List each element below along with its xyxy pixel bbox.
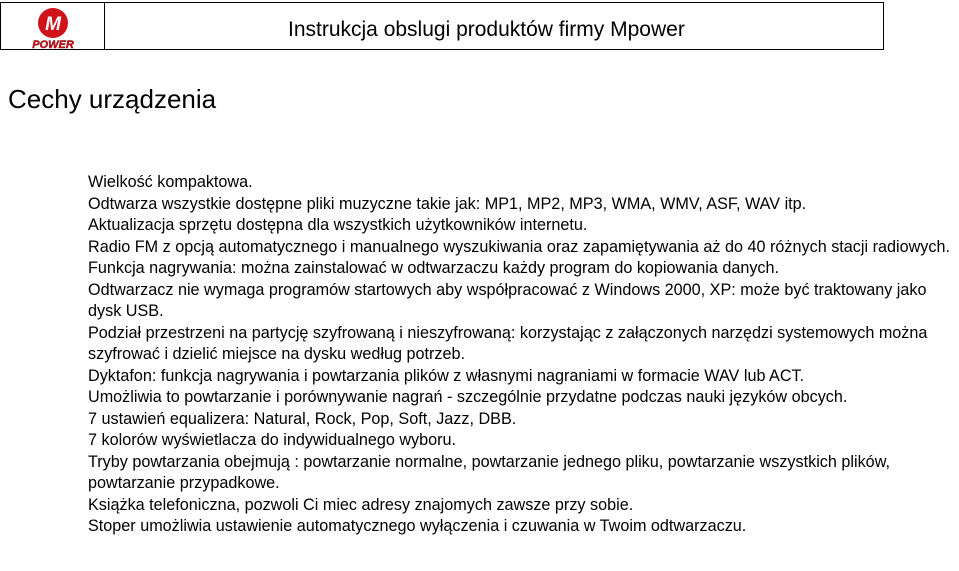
feature-item: Odtwarzacz nie wymaga programów startowych aby współpracować z Windows 2000, XP: może być traktowany jako dysk USB. (88, 280, 927, 320)
feature-item: Wielkość kompaktowa. (88, 173, 253, 191)
feature-item: Umożliwia to powtarzanie i porównywanie nagrań - szczególnie przydatne podczas nauki języków obcych. (88, 388, 848, 406)
mpower-logo (23, 5, 83, 51)
feature-item: Funkcja nagrywania: można zainstalować w odtwarzaczu każdy program do kopiowania danych. (88, 259, 780, 277)
feature-item: Książka telefoniczna, pozwoli Ci miec adresy znajomych zawsze przy sobie. (88, 495, 634, 514)
document-title: Instrukcja obslugi produktów firmy Mpower (288, 18, 685, 41)
feature-item: Stoper umożliwia ustawienie automatycznego wyłączenia i czuwania w Twoim odtwarzaczu. (88, 517, 747, 535)
section-heading: Cechy urządzenia (8, 84, 217, 114)
feature-item: Radio FM z opcją automatycznego i manualnego wyszukiwania oraz zapamiętywania aż do 40 różnych stacji radiowych. (88, 237, 950, 256)
feature-item: 7 kolorów wyświetlacza do indywidualnego wyboru. (88, 431, 457, 449)
feature-list (88, 172, 959, 538)
feature-item: 7 ustawień equalizera: Natural, Rock, Pop, Soft, Jazz, DBB. (88, 409, 517, 428)
feature-item: Dyktafon: funkcja nagrywania i powtarzania plików z własnymi nagraniami w formacie WAV lub ACT. (88, 366, 805, 385)
logo-letter: M (45, 14, 61, 35)
feature-item: Aktualizacja sprzętu dostępna dla wszystkich użytkowników internetu. (88, 216, 588, 234)
feature-item: Podział przestrzeni na partycję szyfrowaną i nieszyfrowaną: korzystając z załączonych narzędzi systemowych można szyfrować i dzielić miejsce na dysku według potrzeb. (88, 323, 928, 363)
feature-item: Tryby powtarzania obejmują : powtarzanie normalne, powtarzanie jednego pliku, powtarzanie wszystkich plików, powtarzanie przypadkowe. (88, 452, 890, 492)
logo-wordmark: POWER (32, 39, 74, 51)
document-header (0, 2, 884, 50)
feature-item: Odtwarza wszystkie dostępne pliki muzyczne takie jak: MP1, MP2, MP3, WMA, WMV, ASF, WAV itp. (88, 194, 807, 213)
logo-cell (1, 3, 105, 49)
